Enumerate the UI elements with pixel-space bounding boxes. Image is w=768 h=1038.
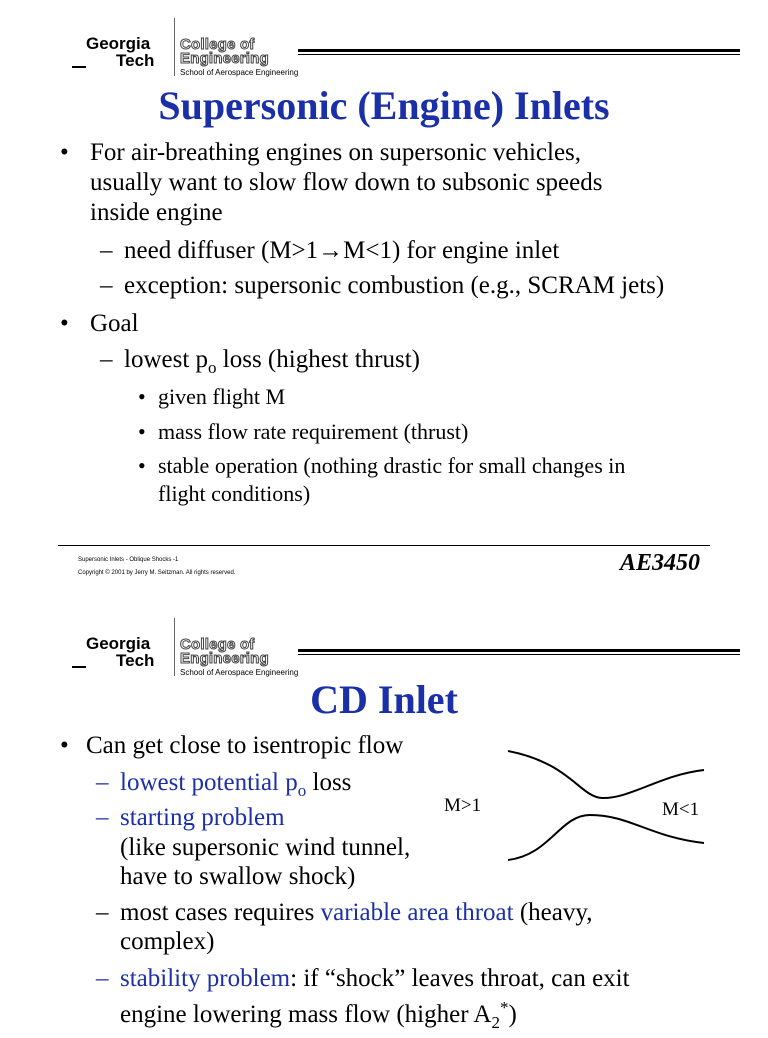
bullet-text: Goal (90, 310, 139, 337)
dash-marker: – (100, 346, 113, 373)
sub-bullet-text (120, 768, 351, 806)
sub-sub-bullet-text: stable operation (nothing drastic for small changes in (158, 453, 626, 478)
engineering-text: Engineering (180, 50, 269, 67)
text-part: most cases requires (120, 899, 321, 926)
sub-bullet-text-cont: have to swallow shock) (120, 863, 356, 890)
cd-inlet-diagram (430, 745, 720, 870)
bullet-marker: • (138, 384, 146, 409)
dash-marker: – (96, 899, 109, 926)
sub-bullet-text: starting problem (120, 804, 285, 831)
logo-georgia-text: Georgia (86, 34, 151, 53)
text-part: (heavy, (513, 899, 593, 926)
course-code: AE3450 (620, 550, 701, 576)
text-part: ) (508, 1001, 517, 1028)
inlet-upper-wall (508, 751, 704, 798)
sub-sub-bullet-text-cont: flight conditions) (158, 481, 311, 506)
engineering-text: Engineering (180, 650, 269, 667)
subscript: 2 (491, 1013, 500, 1032)
sub-bullet-text (120, 898, 592, 928)
school-text: School of Aerospace Engineering (180, 668, 299, 677)
logo-tech-text: Tech (116, 51, 155, 70)
text-part: loss (306, 769, 352, 796)
label-supersonic: M>1 (444, 795, 482, 816)
text-highlight: stability problem (120, 965, 291, 992)
bullet-marker: • (60, 310, 69, 337)
bullet-marker: • (138, 419, 146, 444)
sub-bullet-text-cont: (like supersonic wind tunnel, (120, 834, 411, 861)
bullet-marker: • (60, 139, 69, 166)
dash-marker: – (100, 237, 113, 264)
dash-marker: – (96, 769, 109, 796)
footer-copyright: Copyright © 2001 by Jerry M. Seitzman. All rights reserved. (78, 570, 236, 576)
text-highlight: variable area throat (320, 899, 514, 926)
bullet-text-cont: inside engine (90, 199, 223, 226)
georgia-tech-logo (72, 616, 168, 680)
logo-tech-text: Tech (116, 651, 155, 670)
footer-rule (58, 545, 710, 546)
sub-bullet-text (120, 964, 630, 994)
footer-slide-label: Supersonic Inlets - Oblique Shocks -1 (78, 557, 179, 563)
text-part: loss (highest thrust) (216, 346, 420, 373)
sub-sub-bullet-text: given flight M (158, 384, 286, 409)
dash-marker: – (96, 965, 109, 992)
bullet-marker: • (60, 732, 69, 759)
logo-underline (72, 666, 86, 668)
text-part: : if “shock” leaves throat, can exit (290, 965, 630, 992)
inlet-lower-wall (508, 815, 704, 860)
text-part: lowest potential p (120, 769, 298, 796)
sub-sub-bullet-text: mass flow rate requirement (thrust) (158, 419, 469, 444)
dash-marker: – (100, 272, 113, 299)
sub-bullet-text-cont (120, 993, 517, 1038)
label-subsonic: M<1 (662, 799, 700, 820)
text-part: engine lowering mass flow (higher A (120, 1001, 492, 1028)
bullet-text: Can get close to isentropic flow (86, 732, 404, 759)
sub-bullet-text: exception: supersonic combustion (e.g., SCRAM jets) (124, 272, 665, 299)
college-text: College of (180, 636, 255, 653)
school-text: School of Aerospace Engineering (180, 68, 299, 77)
slide-title: Supersonic (Engine) Inlets (158, 83, 610, 128)
subscript: o (297, 781, 307, 800)
bullet-text-cont: usually want to slow flow down to subsonic speeds (90, 169, 603, 196)
sub-bullet-text: need diffuser (M>1→M<1) for engine inlet (124, 237, 560, 264)
logo-georgia-text: Georgia (86, 634, 151, 653)
slide-header (72, 616, 742, 680)
slide-title: CD Inlet (310, 677, 458, 722)
header-rule-thin (298, 654, 740, 655)
text-part: lowest p (124, 346, 209, 373)
bullet-text: For air-breathing engines on supersonic vehicles, (90, 139, 582, 166)
subscript: o (208, 358, 217, 377)
college-text: College of (180, 36, 255, 53)
header-rule (298, 649, 740, 652)
sub-bullet-text-cont: complex) (120, 928, 215, 955)
superscript: * (499, 998, 509, 1017)
dash-marker: – (96, 804, 109, 831)
header-divider (174, 618, 175, 676)
bullet-marker: • (138, 453, 146, 478)
